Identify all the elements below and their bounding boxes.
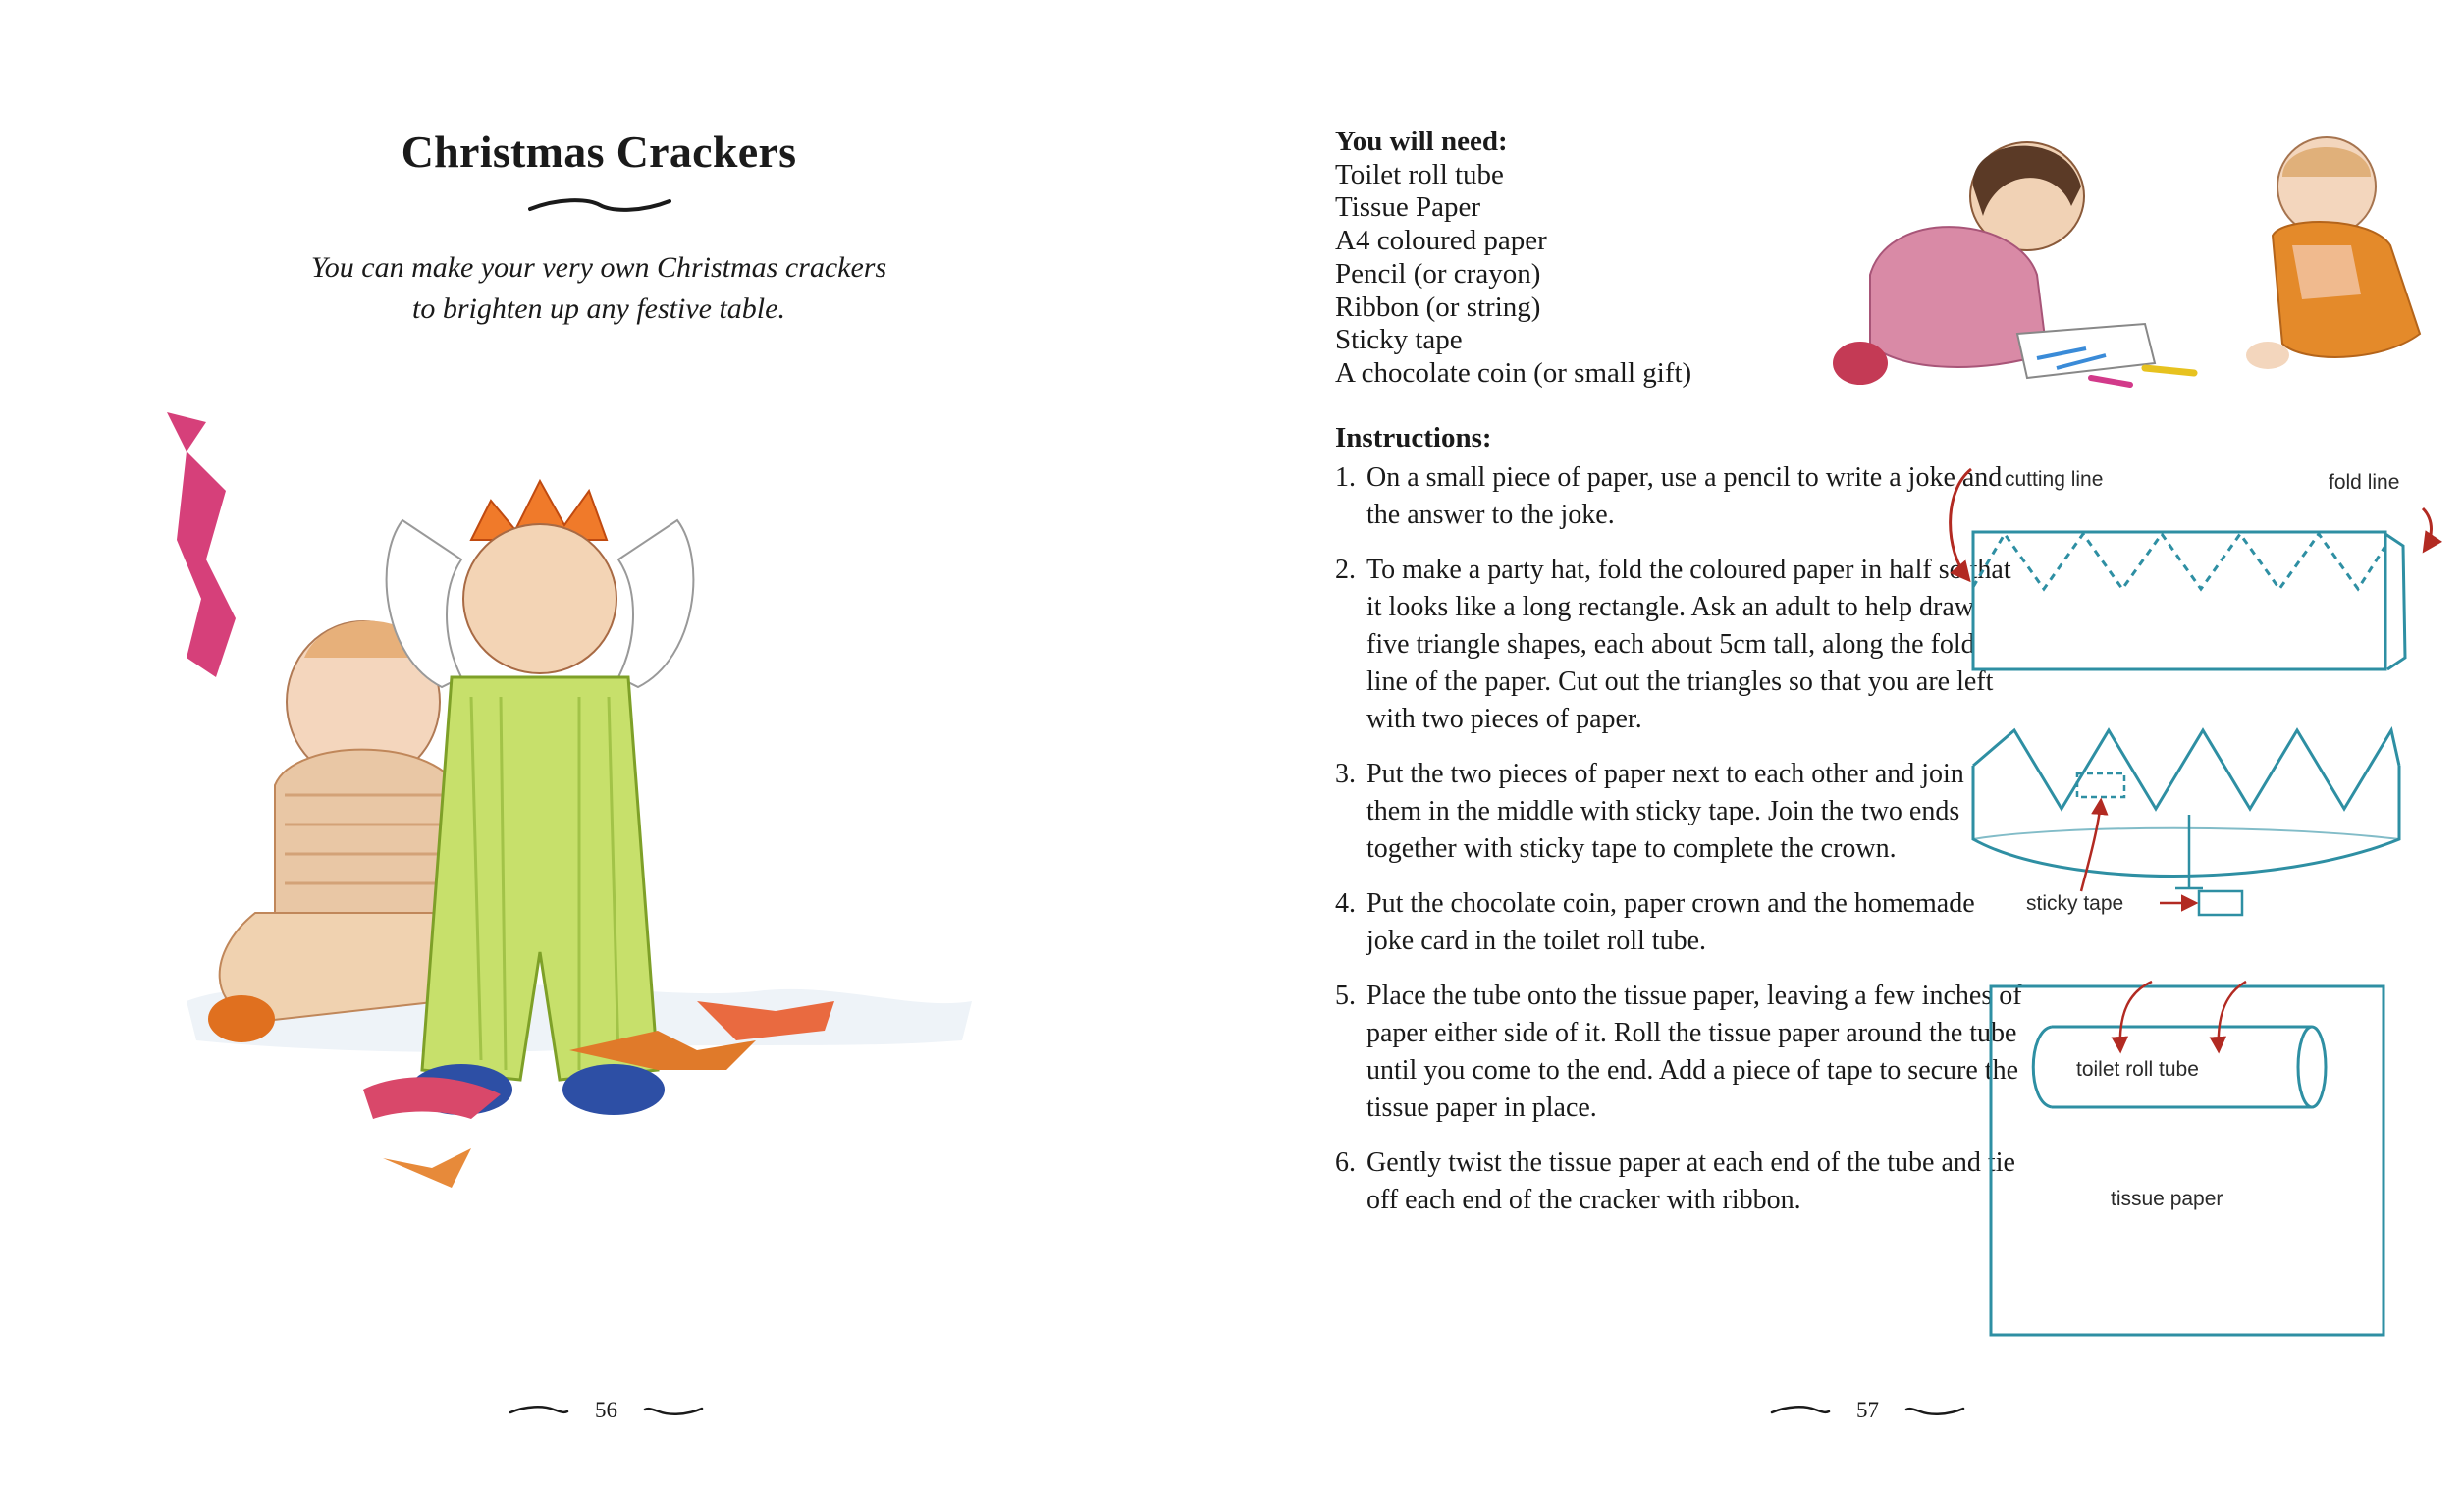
page-title: Christmas Crackers — [401, 127, 797, 177]
instruction-step — [1335, 756, 2022, 868]
children-drawing-illustration — [1792, 128, 2430, 412]
tube-left-end — [2033, 1027, 2052, 1107]
step-text: To make a party hat, fold the coloured paper in half so that it looks like a long rectangle. Ask an adult to help draw five triangle shapes, each about 5cm tall, along the fold line of the paper. Cut out the triangles so that you are left with two pieces of paper. — [1366, 555, 2011, 734]
child-drawing-figure — [1833, 142, 2194, 385]
crown-band — [1973, 766, 2399, 877]
folio-swash-left — [1770, 1404, 1831, 1417]
tube-arrow-left — [2120, 982, 2152, 1050]
folio-swash-right — [643, 1404, 704, 1417]
page-footer-right — [1770, 1398, 1965, 1423]
materials-list — [1335, 126, 1691, 391]
step-number: 2. — [1335, 555, 1356, 585]
baby-figure — [167, 412, 471, 1042]
step-text: Put the two pieces of paper next to each other and join them in the middle with sticky tape. Join the two ends together with sticky tape to complete the crown. — [1366, 759, 1964, 864]
instruction-diagrams — [1944, 452, 2454, 1355]
material-item: Pencil (or crayon) — [1335, 257, 1541, 290]
step-number: 4. — [1335, 888, 1356, 919]
sticky-tape-end — [2199, 891, 2242, 915]
sticky-tape-label: sticky tape — [2026, 892, 2124, 915]
fold-line-label: fold line — [2329, 471, 2400, 494]
paper-rectangle — [1973, 532, 2385, 669]
step-text: Place the tube onto the tissue paper, leaving a few inches of paper either side of it. Roll the tissue paper around the tube until you come to the end. Add a piece of tape to secure the tissue paper in place. — [1366, 981, 2022, 1123]
folio-swash-left — [509, 1404, 569, 1417]
tissue-paper-sheet — [1991, 986, 2384, 1335]
page-number: 57 — [1856, 1398, 1879, 1422]
folio-swash-right — [1904, 1404, 1965, 1417]
material-item: Ribbon (or string) — [1335, 291, 1541, 323]
sticky-tape-top — [2077, 773, 2124, 797]
instruction-step — [1335, 1144, 2022, 1219]
materials-heading: You will need: — [1335, 126, 1508, 157]
step-text: Gently twist the tissue paper at each end of the tube and tie off each end of the cracker with ribbon. — [1366, 1147, 2015, 1215]
step-number: 6. — [1335, 1147, 1356, 1178]
step-number: 5. — [1335, 981, 1356, 1011]
crown-points — [1973, 730, 2399, 809]
baby-watching-figure — [2246, 137, 2420, 369]
page-number: 56 — [595, 1398, 617, 1422]
crown-band-back — [1973, 828, 2399, 839]
tube-arrow-right — [2219, 982, 2246, 1050]
cutting-line — [1973, 534, 2385, 589]
toilet-roll-tube-label: toilet roll tube — [2076, 1058, 2199, 1081]
folded-paper-diagram — [1951, 468, 2432, 669]
crown-diagram — [1973, 730, 2399, 915]
instruction-step — [1335, 552, 2022, 738]
tube-tissue-diagram — [1991, 982, 2384, 1335]
instruction-step — [1335, 885, 2022, 960]
instructions-list — [1335, 459, 2022, 1237]
intro-line: You can make your very own Christmas crackers — [310, 251, 887, 284]
tissue-paper-label: tissue paper — [2111, 1188, 2223, 1210]
material-item: Toilet roll tube — [1335, 158, 1504, 190]
tube-right-end — [2298, 1027, 2326, 1107]
children-crackers-illustration — [147, 363, 1080, 1296]
paper-fold-edge — [2385, 534, 2405, 669]
material-item: Tissue Paper — [1335, 191, 1480, 224]
cutting-line-arrow — [1951, 469, 1971, 579]
material-item: A4 coloured paper — [1335, 225, 1547, 257]
sticky-tape-arrow-top — [2081, 801, 2101, 891]
instruction-step — [1335, 459, 2022, 534]
material-item: Sticky tape — [1335, 324, 1463, 356]
right-page — [1232, 0, 2464, 1490]
instruction-step — [1335, 978, 2022, 1127]
page-footer-left — [509, 1398, 704, 1423]
material-item: A chocolate coin (or small gift) — [1335, 356, 1692, 389]
intro-text — [157, 247, 1041, 330]
intro-line: to brighten up any festive table. — [412, 293, 785, 325]
step-number: 1. — [1335, 462, 1356, 493]
step-text: On a small piece of paper, use a pencil to write a joke and the answer to the joke. — [1366, 462, 2003, 530]
step-number: 3. — [1335, 759, 1356, 789]
title-swash-ornament — [528, 196, 671, 216]
cutting-line-label: cutting line — [2005, 468, 2104, 491]
cracker-scrap — [383, 1148, 471, 1188]
instructions-heading: Instructions: — [1335, 422, 1492, 453]
step-text: Put the chocolate coin, paper crown and the homemade joke card in the toilet roll tube. — [1366, 888, 1975, 956]
fold-line-arrow — [2423, 508, 2432, 550]
